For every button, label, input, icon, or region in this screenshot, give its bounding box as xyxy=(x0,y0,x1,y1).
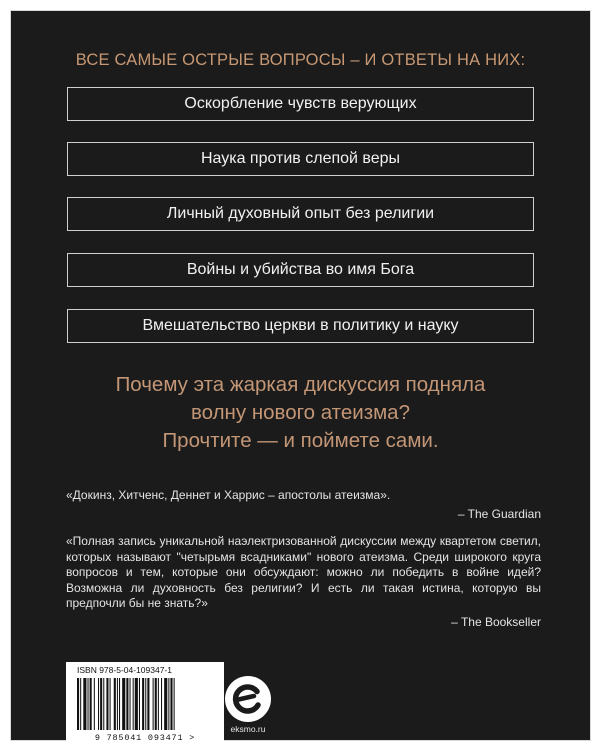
barcode-bar xyxy=(106,678,108,730)
barcode-bar xyxy=(153,678,154,730)
quote-bookseller xyxy=(66,534,541,630)
barcode-bar xyxy=(142,678,144,730)
isbn-barcode xyxy=(66,662,224,746)
barcode-bar xyxy=(147,678,149,730)
barcode-bars xyxy=(75,678,215,730)
barcode-bar xyxy=(100,678,102,730)
barcode-bar xyxy=(80,678,81,730)
barcode-bar xyxy=(133,678,134,730)
quote-text: «Полная запись уникальной наэлектризованной дискуссии между квартетом светил, которых называют "четырьмя всадниками" нового атеизма. Среди широкого круга вопросов и тем, которые они обсуждают: можно ли победить в войне идей? Возможна ли духовность без религии? И есть ли такая истина, которую вы предпочли бы не знать?» xyxy=(66,534,541,610)
promo-line-3: Прочтите — и поймете сами. xyxy=(162,429,439,452)
promo-text xyxy=(11,371,590,455)
eksmo-logo-icon xyxy=(224,675,272,723)
barcode-bar xyxy=(130,678,131,730)
topic-box-4: Войны и убийства во имя Бога xyxy=(67,253,534,287)
section-heading: ВСЕ САМЫЕ ОСТРЫЕ ВОПРОСЫ – И ОТВЕТЫ НА НИХ: xyxy=(75,51,526,69)
barcode-bar xyxy=(114,678,116,730)
quote-guardian xyxy=(66,488,541,522)
quote-source: – The Guardian xyxy=(457,506,541,521)
barcode-bar xyxy=(88,678,89,730)
barcode-bar xyxy=(90,678,92,730)
topic-box-2: Наука против слепой веры xyxy=(67,142,534,176)
barcode-bar xyxy=(161,678,162,730)
barcode-bar xyxy=(145,678,146,730)
isbn-label: ISBN 978-5-04-109347-1 xyxy=(77,665,172,675)
quote-source: – The Bookseller xyxy=(451,614,541,629)
barcode-number: 9 785041 093471 > xyxy=(94,733,196,743)
barcode-bar xyxy=(119,678,120,730)
quote-text: «Докинз, Хитченс, Деннет и Харрис – апостолы атеизма». xyxy=(66,488,391,502)
barcode-bar xyxy=(77,678,79,730)
barcode-bar xyxy=(164,678,167,730)
barcode-bar xyxy=(122,678,125,730)
barcode-bar xyxy=(155,678,157,730)
barcode-bar xyxy=(158,678,159,730)
topic-box-1: Оскорбление чувств верующих xyxy=(67,87,534,121)
barcode-bar xyxy=(110,678,111,730)
barcode-bar xyxy=(174,678,175,730)
topic-box-3: Личный духовный опыт без религии xyxy=(67,197,534,231)
promo-line-2: волну нового атеизма? xyxy=(190,401,410,424)
topic-box-5: Вмешательство церкви в политику и науку xyxy=(67,309,534,343)
barcode-bar xyxy=(94,678,95,730)
barcode-bar xyxy=(135,678,138,730)
publisher-site: eksmo.ru xyxy=(230,724,266,734)
barcode-bar xyxy=(83,678,86,730)
barcode-bar xyxy=(126,678,128,730)
barcode-bar xyxy=(139,678,140,730)
book-back-cover xyxy=(11,11,590,743)
promo-line-1: Почему эта жаркая дискуссия подняла xyxy=(115,373,486,396)
barcode-bar xyxy=(168,678,169,730)
barcode-bar xyxy=(117,678,118,730)
barcode-bar xyxy=(98,678,99,730)
barcode-bar xyxy=(170,678,172,730)
barcode-bar xyxy=(103,678,104,730)
